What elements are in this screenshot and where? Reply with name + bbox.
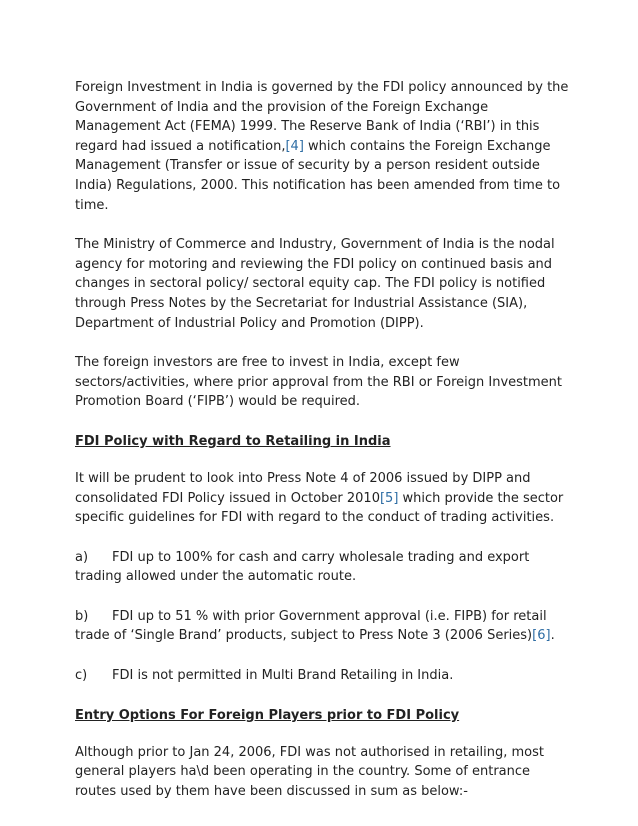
paragraph-text: which contains the Foreign Exchange Management (Transfer or issue of security by a person resident outside India) Regulations, 2000. This notification has been amended from time to time. <box>75 138 561 213</box>
heading-fdi-policy-retailing: FDI Policy with Regard to Retailing in India <box>75 433 391 449</box>
document-page <box>75 78 575 801</box>
list-item-a <box>75 548 575 587</box>
list-item-c <box>75 666 575 686</box>
list-item-end: . <box>550 628 555 644</box>
list-item-b <box>75 607 575 646</box>
paragraph-foreign-investors: The foreign investors are free to invest in India, except few sectors/activities, where prior approval from the RBI or Foreign Investment Promotion Board (‘FIPB’) would be required. <box>75 355 563 410</box>
list-item-text: FDI up to 51 % with prior Government approval (i.e. FIPB) for retail trade of ‘Single Brand’ products, subject to Press Note 3 (2006 Series) <box>75 608 547 644</box>
footnote-link-6[interactable]: [6] <box>532 628 551 644</box>
footnote-link-5[interactable]: [5] <box>379 490 399 506</box>
list-item-label: b) <box>75 608 89 624</box>
paragraph-ministry: The Ministry of Commerce and Industry, Government of India is the nodal agency for motoring and reviewing the FDI policy on continued basis and changes in sectoral policy/ sectoral equity cap. The FDI policy is notified through Press Notes by the Secretariat for Industrial Assistance (SIA), Department of Industrial Policy and Promotion (DIPP). <box>75 237 555 331</box>
paragraph-entry-routes: Although prior to Jan 24, 2006, FDI was not authorised in retailing, most general players ha\d been operating in the country. Some of entrance routes used by them have been discussed in sum as below:- <box>75 744 544 799</box>
paragraph-text: Foreign Investment in India is governed by the FDI policy announced by the Government of India and the provision of the Foreign Exchange Management Act (FEMA) 1999. The Reserve Bank of India (‘RBI’) in this regard had issued a notification, <box>75 80 569 154</box>
footnote-link-4[interactable]: [4] <box>285 138 304 154</box>
paragraph-text: which provide the sector specific guidelines for FDI with regard to the conduct of trading activities. <box>75 490 564 526</box>
heading-entry-options: Entry Options For Foreign Players prior to FDI Policy <box>75 707 460 723</box>
list-item-text: FDI up to 100% for cash and carry wholesale trading and export trading allowed under the automatic route. <box>75 549 530 585</box>
list-item-label: c) <box>75 668 88 684</box>
paragraph-fdi-overview <box>75 78 575 215</box>
paragraph-text: It will be prudent to look into Press Note 4 of 2006 issued by DIPP and consolidated FDI Policy issued in October 2010 <box>75 470 531 506</box>
list-item-text: FDI is not permitted in Multi Brand Retailing in India. <box>112 668 454 684</box>
list-item-label: a) <box>75 549 89 565</box>
paragraph-press-note <box>75 469 575 528</box>
